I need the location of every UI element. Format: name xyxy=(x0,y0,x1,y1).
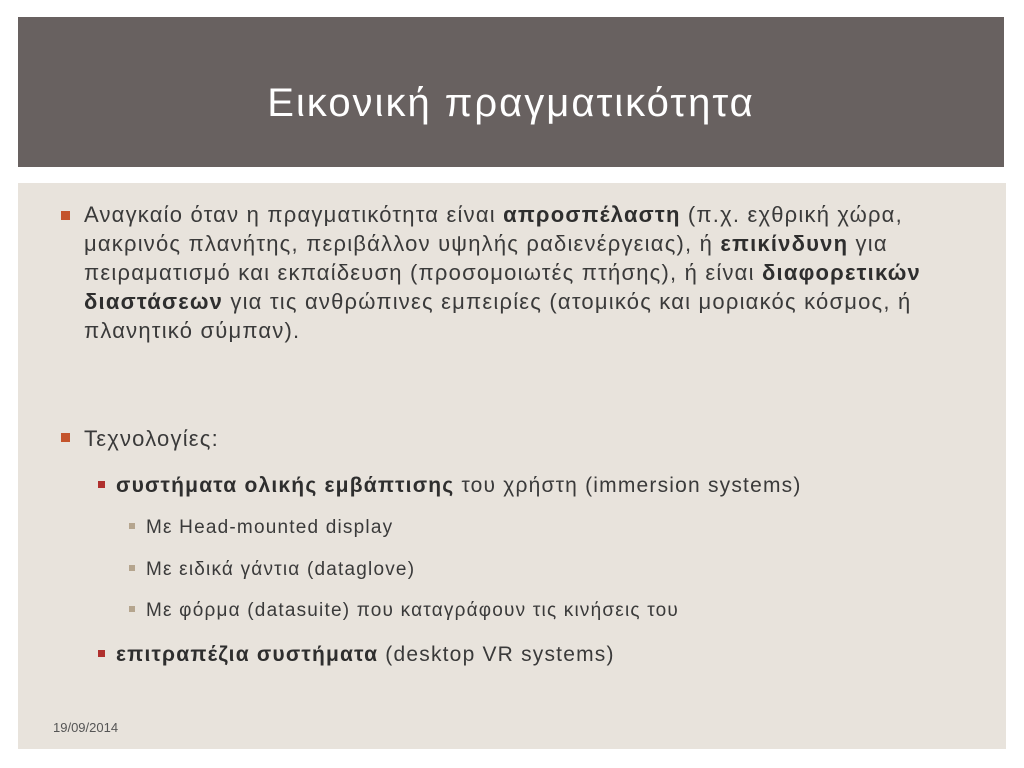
bullet-technologies xyxy=(84,424,219,453)
bullet-text: για πειραματισμό και εκπαίδευση (προσομοιωτές πτήσης), ή είναι xyxy=(84,231,888,285)
slide-title: Εικονική πραγματικότητα xyxy=(267,81,755,125)
technologies-label: Τεχνολογίες: xyxy=(84,426,219,451)
list-item: Με φόρμα (datasuite) που καταγράφουν τις κινήσεις του xyxy=(146,600,680,621)
keyword-inaccessible: απροσπέλαστη xyxy=(503,202,681,227)
bullet-text: (π.χ. εχθρική χώρα, μακρινός πλανήτης, περιβάλλον υψηλής ραδιενέργειας), ή xyxy=(84,202,903,256)
keyword-desktop: επιτραπέζια συστήματα xyxy=(116,643,379,666)
subsubbullet-marker-icon xyxy=(129,606,135,612)
bullet-marker-icon xyxy=(61,433,70,442)
bullet-necessity xyxy=(84,200,984,345)
keyword-dangerous: επικίνδυνη xyxy=(720,231,849,256)
list-item: Με ειδικά γάντια (dataglove) xyxy=(146,559,416,580)
list-item: Με Head-mounted display xyxy=(146,517,394,538)
bullet-text: Αναγκαίο όταν η πραγματικότητα είναι xyxy=(84,202,504,227)
keyword-immersion: συστήματα ολικής εμβάπτισης xyxy=(116,474,455,497)
subbullet-marker-icon xyxy=(98,481,105,488)
keyword-different-dimensions: διαφορετικών διαστάσεων xyxy=(84,260,921,314)
subbullet-immersion-systems xyxy=(116,472,802,500)
subsubbullet-marker-icon xyxy=(129,523,135,529)
bullet-marker-icon xyxy=(61,211,70,220)
subbullet-desktop-systems xyxy=(116,641,615,669)
bullet-text: για τις ανθρώπινες εμπειρίες (ατομικός και μοριακός κόσμος, ή πλανητικό σύμπαν). xyxy=(84,289,912,343)
slide-date: 19/09/2014 xyxy=(53,720,119,735)
subbullet-text: (desktop VR systems) xyxy=(378,643,615,666)
subsubbullet-marker-icon xyxy=(129,565,135,571)
subbullet-text: του χρήστη (immersion systems) xyxy=(454,474,802,497)
subbullet-marker-icon xyxy=(98,650,105,657)
